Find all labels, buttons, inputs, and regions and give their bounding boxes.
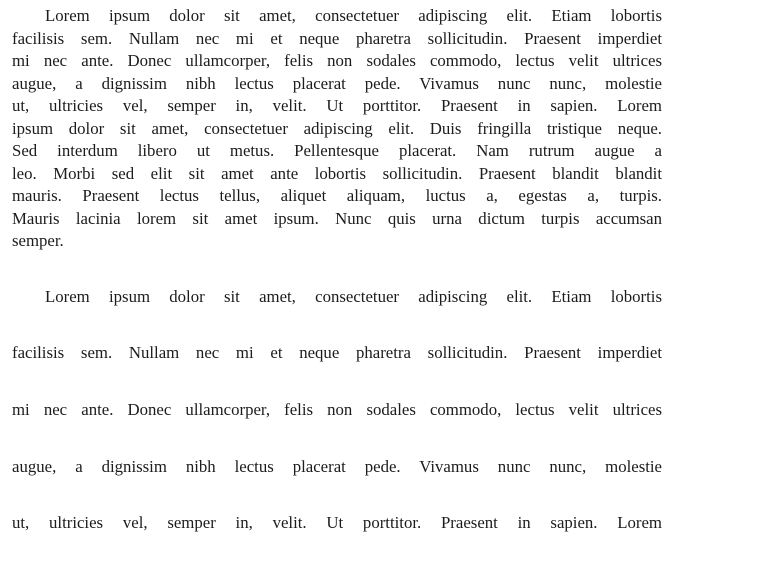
text-line: mauris. Praesent lectus tellus, aliquet aliquam, luctus a, egestas a, turpis. xyxy=(12,186,662,205)
text-line: augue, a dignissim nibh lectus placerat pede. Vivamus nunc nunc, molestie xyxy=(12,456,662,476)
text-line: augue, a dignissim nibh lectus placerat pede. Vivamus nunc nunc, molestie xyxy=(12,73,662,93)
paragraph-single-spaced xyxy=(12,5,662,253)
text-line: Sed interdum libero ut metus. Pellentesque placerat. Nam rutrum augue a xyxy=(12,141,662,160)
text-line: Mauris lacinia lorem sit amet ipsum. Nunc quis urna dictum turpis accumsan xyxy=(12,208,662,228)
text-line: semper. xyxy=(12,231,64,250)
text-line: ut, ultricies vel, semper in, velit. Ut porttitor. Praesent in sapien. Lorem xyxy=(12,96,662,115)
text-line: Lorem ipsum dolor sit amet, consectetuer adipiscing elit. Etiam lobortis xyxy=(45,286,662,306)
text-line: mi nec ante. Donec ullamcorper, felis non sodales commodo, lectus velit ultrices xyxy=(12,51,662,70)
text-line: facilisis sem. Nullam nec mi et neque pharetra sollicitudin. Praesent imperdiet xyxy=(12,343,662,363)
text-line: mi nec ante. Donec ullamcorper, felis non sodales commodo, lectus velit ultrices xyxy=(12,399,662,419)
text-line: leo. Morbi sed elit sit amet ante lobortis sollicitudin. Praesent blandit blandit xyxy=(12,163,662,183)
text-line: facilisis sem. Nullam nec mi et neque pharetra sollicitudin. Praesent imperdiet xyxy=(12,28,662,48)
text-line: ipsum dolor sit amet, consectetuer adipiscing elit. Duis fringilla tristique neque. xyxy=(12,118,662,138)
text-line: Lorem ipsum dolor sit amet, consectetuer adipiscing elit. Etiam lobortis xyxy=(45,6,662,25)
paragraph-wide-spaced xyxy=(12,269,662,552)
text-line: ut, ultricies vel, semper in, velit. Ut porttitor. Praesent in sapien. Lorem xyxy=(12,513,662,533)
